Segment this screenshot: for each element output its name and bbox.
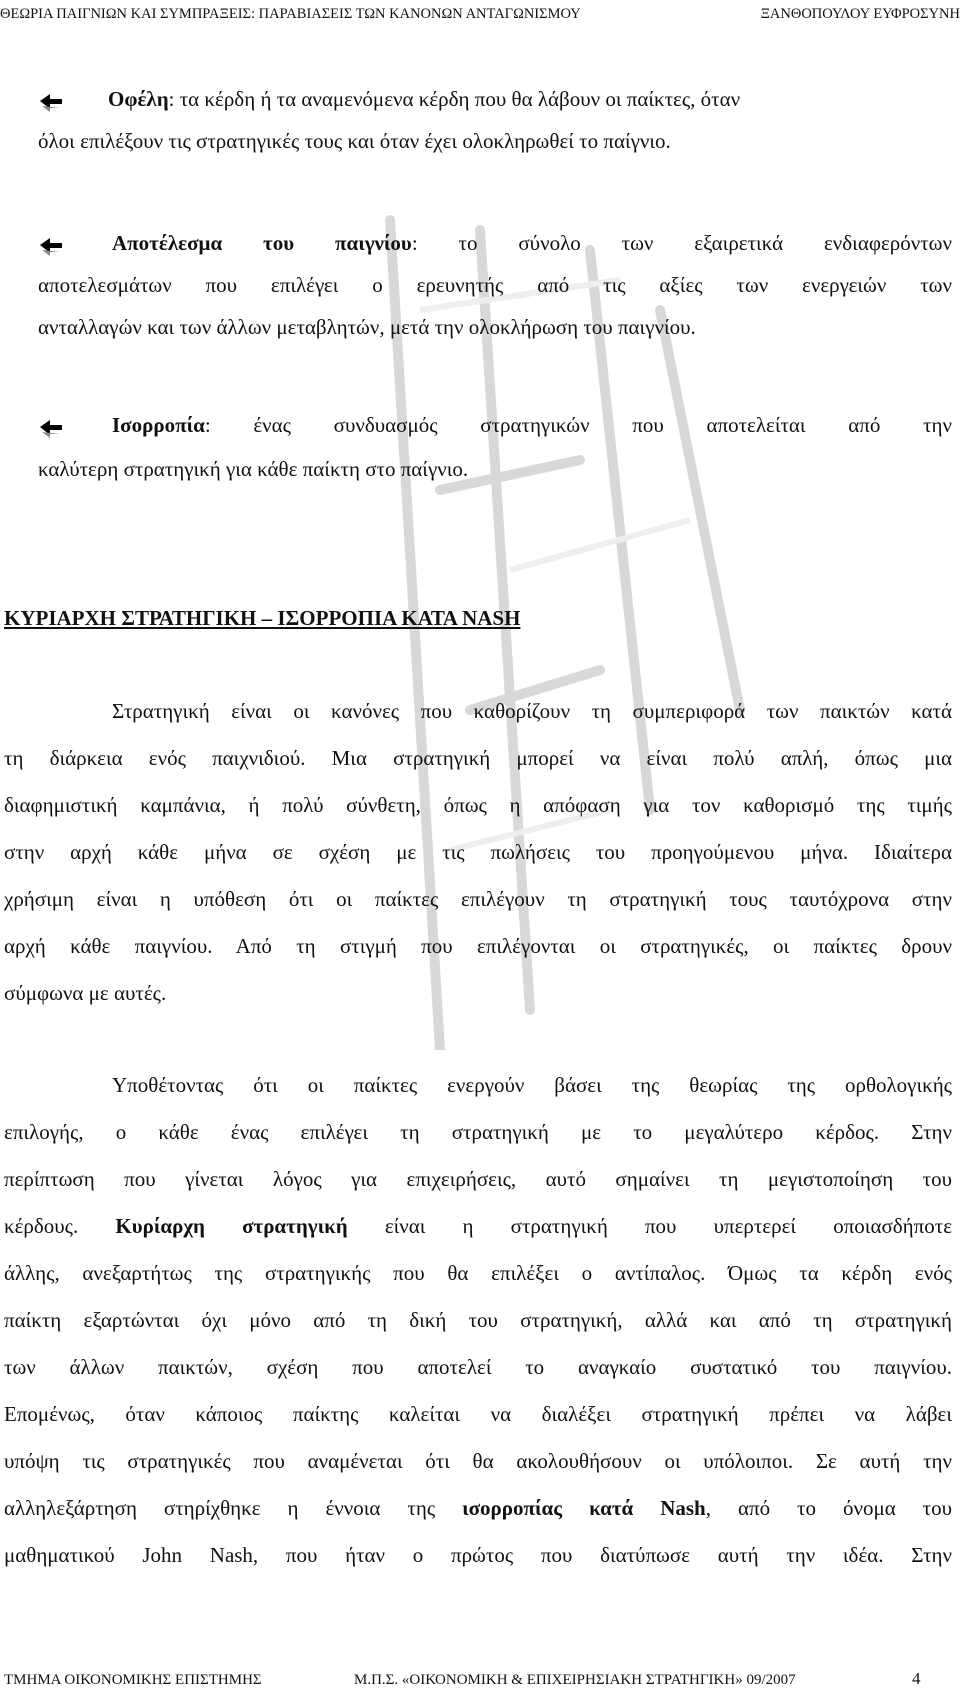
page-footer: [0, 1669, 960, 1694]
arrow-bullet-icon: [38, 236, 64, 258]
definition-item: [38, 418, 64, 440]
header-title: ΘΕΩΡΙΑ ΠΑΙΓΝΙΩΝ ΚΑΙ ΣΥΜΠΡΑΞΕΙΣ: ΠΑΡΑΒΙΑΣΕΙΣ ΤΩΝ ΚΑΝΟΝΩΝ ΑΝΤΑΓΩΝΙΣΜΟΥ: [0, 6, 581, 22]
paragraph-line: των άλλων παικτών, σχέση που αποτελεί το αναγκαίο συστατικό του παιγνίου.: [4, 1355, 952, 1379]
header-author: ΞΑΝΘΟΠΟΥΛΟΥ ΕΥΦΡΟΣΥΝΗ: [760, 6, 960, 22]
footer-program: Μ.Π.Σ. «ΟΙΚΟΝΟΜΙΚΗ & ΕΠΙΧΕΙΡΗΣΙΑΚΗ ΣΤΡΑΤΗΓΙΚΗ» 09/2007: [354, 1672, 796, 1688]
paragraph-line: άλλης, ανεξαρτήτως της στρατηγικής που θα επιλέξει ο αντίπαλος. Όμως τα κέρδη ενός: [4, 1261, 952, 1285]
paragraph-line: αρχή κάθε παιγνίου. Από τη στιγμή που επιλέγονται οι στρατηγικές, οι παίκτες δρουν: [4, 934, 952, 958]
arrow-bullet-icon: [38, 92, 64, 114]
emphasis-term: ισορροπίας κατά Nash: [462, 1496, 706, 1520]
paragraph-line: χρήσιμη είναι η υπόθεση ότι οι παίκτες επιλέγουν τη στρατηγική τους ταυτόχρονα στην: [4, 887, 952, 911]
arrow-bullet-icon: [38, 418, 64, 440]
paragraph-line: Επομένως, όταν κάποιος παίκτης καλείται να διαλέξει στρατηγική πρέπει να λάβει: [4, 1402, 952, 1426]
footer-department: ΤΜΗΜΑ ΟΙΚΟΝΟΜΙΚΗΣ ΕΠΙΣΤΗΜΗΣ: [4, 1672, 262, 1688]
definition-line: ανταλλαγών και των άλλων μεταβλητών, μετά την ολοκλήρωση του παιγνίου.: [38, 315, 696, 339]
definition-item: [38, 92, 64, 114]
definition-term: Αποτέλεσμα του παιγνίου: [112, 231, 412, 255]
section-heading: ΚΥΡΙΑΡΧΗ ΣΤΡΑΤΗΓΙΚΗ – ΙΣΟΡΡΟΠΙΑ ΚΑΤΑ NASH: [4, 606, 521, 630]
paragraph-line: υπόψη τις στρατηγικές που αναμένεται ότι θα ακολουθήσουν οι υπόλοιποι. Σε αυτή την: [4, 1449, 952, 1473]
paragraph-line: κέρδους. Κυρίαρχη στρατηγική είναι η στρατηγική που υπερτερεί οποιασδήποτε: [4, 1214, 953, 1238]
definition-term: Οφέλη: [108, 87, 169, 111]
definition-term: Ισορροπία: [112, 413, 205, 437]
paragraph-line: Υποθέτοντας ότι οι παίκτες ενεργούν βάσει της θεωρίας της ορθολογικής: [112, 1073, 952, 1097]
paragraph-line: αλληλεξάρτηση στηρίχθηκε η έννοια της ισορροπίας κατά Nash, από το όνομα του: [4, 1496, 953, 1520]
paragraph-line: στην αρχή κάθε μήνα σε σχέση με τις πωλήσεις του προηγούμενου μήνα. Ιδιαίτερα: [4, 840, 952, 864]
definition-line: αποτελεσμάτων που επιλέγει ο ερευνητής από τις αξίες των ενεργειών των: [38, 273, 952, 297]
emphasis-term: Κυρίαρχη στρατηγική: [115, 1214, 348, 1238]
paragraph-line: επιλογής, ο κάθε ένας επιλέγει τη στρατηγική με το μεγαλύτερο κέρδος. Στην: [4, 1120, 952, 1144]
paragraph-line: μαθηματικού John Nash, που ήταν ο πρώτος που διατύπωσε αυτή την ιδέα. Στην: [4, 1543, 952, 1567]
definition-item: [38, 236, 64, 258]
paragraph-line: σύμφωνα με αυτές.: [4, 981, 167, 1005]
paragraph-line: περίπτωση που γίνεται λόγος για επιχειρήσεις, αυτό σημαίνει τη μεγιστοποίηση του: [4, 1167, 952, 1191]
definition-line: καλύτερη στρατηγική για κάθε παίκτη στο παίγνιο.: [38, 457, 469, 481]
paragraph-line: παίκτη εξαρτώνται όχι μόνο από τη δική του στρατηγική, αλλά και από τη στρατηγική: [4, 1308, 952, 1332]
definition-line: όλοι επιλέξουν τις στρατηγικές τους και όταν έχει ολοκληρωθεί το παίγνιο.: [38, 129, 671, 153]
paragraph-line: διαφημιστική καμπάνια, ή πολύ σύνθετη, όπως η απόφαση για τον καθορισμό της τιμής: [4, 793, 952, 817]
page-number: 4: [912, 1669, 921, 1688]
paragraph-line: Στρατηγική είναι οι κανόνες που καθορίζουν τη συμπεριφορά των παικτών κατά: [112, 699, 952, 723]
definition-line: Αποτέλεσμα του παιγνίου: το σύνολο των εξαιρετικά ενδιαφερόντων: [112, 231, 953, 255]
definition-line: Ισορροπία: ένας συνδυασμός στρατηγικών που αποτελείται από την: [112, 413, 952, 437]
paragraph-line: τη διάρκεια ενός παιχνιδιού. Μια στρατηγική μπορεί να είναι πολύ απλή, όπως μια: [4, 746, 952, 770]
definition-line: Οφέλη: τα κέρδη ή τα αναμενόμενα κέρδη που θα λάβουν οι παίκτες, όταν: [108, 87, 741, 111]
